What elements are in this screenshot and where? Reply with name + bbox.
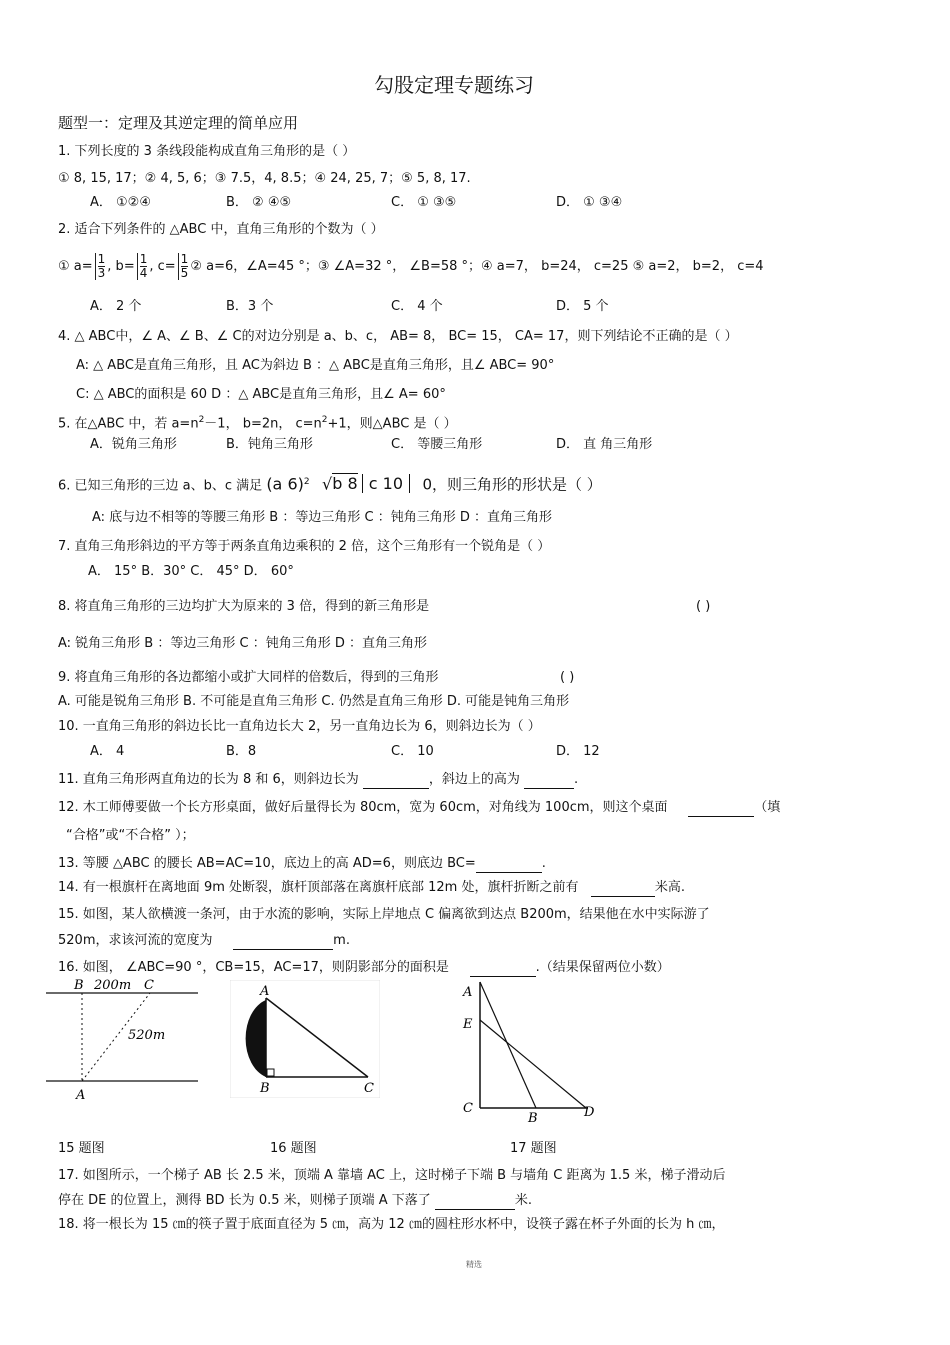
figure-15-river <box>46 977 198 1103</box>
q10-option-c: C． 10 <box>391 744 434 759</box>
q2-option-d: D． 5 个 <box>556 299 609 314</box>
fig15-label-200m: 200m <box>94 978 132 993</box>
q4-options-cd: C: △ ABC的面积是 60 D ：△ ABC是直角三角形，且∠ A= 60° <box>76 387 446 402</box>
q7-stem: 7. 直角三角形斜边的平方等于两条直角边乘积的 2 倍，这个三角形有一个锐角是（ ） <box>58 539 551 554</box>
q17-c: 米. <box>514 1193 533 1208</box>
q2-option-b: B．3 个 <box>226 299 274 314</box>
footer-text: 精选 <box>466 1260 482 1269</box>
q16 <box>58 959 670 977</box>
sqrt-icon: √ <box>322 474 333 494</box>
q8-answer-paren: ( ) <box>696 599 711 614</box>
q15-blank[interactable] <box>233 935 333 950</box>
fig17-label-b: B <box>528 1111 538 1122</box>
fraction-b-num: 1 <box>139 252 148 266</box>
fraction-b-den: 4 <box>139 266 148 280</box>
q14-b: 米高. <box>654 880 686 895</box>
q10-option-d: D． 12 <box>556 744 600 759</box>
q5-sup-b: 2 <box>321 415 328 425</box>
q10-stem: 10. 一直角三角形的斜边长比一直角边长大 2，另一直角边长为 6，则斜边长为（ ） <box>58 719 541 734</box>
q9-answer-paren: ( ) <box>560 670 575 685</box>
figure-17-ladder <box>460 978 600 1122</box>
q1-stem: 1. 下列长度的 3 条线段能构成直角三角形的是（ ） <box>58 144 356 159</box>
q5-stem <box>58 411 457 433</box>
q11-a: 11. 直角三角形两直角边的长为 8 和 6，则斜边长为 <box>58 772 359 787</box>
q17-blank[interactable] <box>435 1195 515 1210</box>
q2-cond1-a: ① a= <box>58 259 93 274</box>
q15-b: 520m，求该河流的宽度为 <box>58 933 213 948</box>
fig17-label-a: A <box>463 985 473 1000</box>
fig15-label-b: B <box>74 978 84 993</box>
fig15-caption: 15 题图 <box>58 1141 105 1156</box>
q5-stem-b: －1， b=2n， c=n <box>204 416 322 432</box>
fig16-label-b: B <box>260 1081 270 1096</box>
q16-b: .（结果保留两位小数） <box>535 960 670 975</box>
fig17-label-e: E <box>463 1017 473 1032</box>
q12-blank[interactable] <box>688 802 754 817</box>
q13-b: . <box>541 856 546 871</box>
fig15-label-c: C <box>144 978 154 993</box>
q13-a: 13. 等腰 △ABC 的腰长 AB=AC=10，底边上的高 AD=6，则底边 BC= <box>58 856 476 871</box>
fraction-a-den: 3 <box>97 266 106 280</box>
q5-stem-a: 5. 在△ABC 中，若 a=n <box>58 416 199 432</box>
q6-sup: 2 <box>303 477 310 487</box>
q17-line1: 17. 如图所示，一个梯子 AB 长 2.5 米，顶端 A 靠墙 AC 上，这时梯子下端 B 与墙角 C 距离为 1.5 米，梯子滑动后 <box>58 1168 726 1183</box>
q17-line2 <box>58 1192 532 1210</box>
q5-stem-c: +1，则△ABC 是（ ） <box>327 416 457 432</box>
fraction-a-num: 1 <box>97 252 106 266</box>
q2-stem: 2. 适合下列条件的 △ABC 中，直角三角形的个数为（ ） <box>58 222 384 237</box>
fraction-one-fourth <box>137 253 148 280</box>
q15-c: m. <box>333 933 350 948</box>
q6-zero: 0，则三角形的形状是（ ） <box>422 475 602 494</box>
q14 <box>58 879 685 897</box>
q5-sup-a: 2 <box>198 415 205 425</box>
q8-stem: 8. 将直角三角形的三边均扩大为原来的 3 倍，得到的新三角形是 <box>58 599 430 614</box>
q5-option-c: C． 等腰三角形 <box>391 437 483 452</box>
q13 <box>58 855 546 873</box>
q4-stem: 4. △ ABC中，∠ A、∠ B、∠ C的对边分别是 a、b、c， AB= 8， BC= 15， CA= 17，则下列结论不正确的是（ ） <box>58 329 738 344</box>
q6-abs: c 10 <box>362 474 410 493</box>
q16-blank[interactable] <box>470 962 536 977</box>
q1-option-b: B． ② ④⑤ <box>226 195 292 210</box>
q2-conditions <box>58 250 764 284</box>
q11 <box>58 771 578 789</box>
q9-stem: 9. 将直角三角形的各边都缩小或扩大同样的倍数后，得到的三角形 <box>58 670 439 685</box>
q16-a: 16. 如图， ∠ABC=90 °，CB=15，AC=17，则阴影部分的面积是 <box>58 960 449 975</box>
q12-b: （填 <box>754 800 781 815</box>
q14-a: 14. 有一根旗杆在离地面 9m 处断裂，旗杆顶部落在离旗杆底部 12m 处，旗杆折断之前有 <box>58 880 579 895</box>
q10-option-a: A． 4 <box>90 744 125 759</box>
q13-blank[interactable] <box>476 858 542 873</box>
fig17-label-d: D <box>584 1105 595 1120</box>
figure-16-triangle <box>230 980 380 1098</box>
fraction-one-third <box>95 253 106 280</box>
q12-line2: “合格”或“不合格” ）； <box>66 828 195 843</box>
q4-options-ab: A: △ ABC是直角三角形，且 AC为斜边 B ：△ ABC是直角三角形，且∠ ABC= 90° <box>76 358 555 373</box>
fig16-caption: 16 题图 <box>270 1141 317 1156</box>
q11-c: . <box>574 772 579 787</box>
fraction-c-num: 1 <box>180 252 189 266</box>
q9-options: A. 可能是锐角三角形 B. 不可能是直角三角形 C. 仍然是直角三角形 D. 可能是钝角三角形 <box>58 694 570 709</box>
q15-line1: 15. 如图，某人欲横渡一条河，由于水流的影响，实际上岸地点 C 偏离欲到达点 B200m，结果他在水中实际游了 <box>58 907 710 922</box>
fig16-label-c: C <box>364 1081 374 1096</box>
q6-options: A: 底与边不相等的等腰三角形 B ：等边三角形 C ：钝角三角形 D ：直角三角形 <box>92 510 552 525</box>
q2-cond1-b: , b= <box>107 259 135 274</box>
q2-cond1-c: , c= <box>149 259 176 274</box>
q2-option-c: C． 4 个 <box>391 299 443 314</box>
fraction-one-fifth <box>178 253 189 280</box>
q10-option-b: B．8 <box>226 744 257 759</box>
fig15-label-520m: 520m <box>128 1028 166 1043</box>
q5-option-a: A．锐角三角形 <box>90 437 177 452</box>
q7-options: A． 15° B．30° C． 45° D． 60° <box>88 564 294 579</box>
fig17-label-c: C <box>463 1101 473 1116</box>
q14-blank[interactable] <box>591 882 655 897</box>
q6-stem-a: 6. 已知三角形的三边 a、b、c 满足 <box>58 478 263 494</box>
q6-stem <box>58 473 602 495</box>
q15-line2 <box>58 932 350 950</box>
fraction-c-den: 5 <box>180 266 189 280</box>
q8-options: A: 锐角三角形 B ：等边三角形 C ：钝角三角形 D ：直角三角形 <box>58 636 427 651</box>
q11-blank-hypotenuse[interactable] <box>363 774 429 789</box>
q1-option-a: A． ①②④ <box>90 195 151 210</box>
page-title: 勾股定理专题练习 <box>374 73 534 97</box>
q11-blank-height[interactable] <box>524 774 574 789</box>
q2-option-a: A． 2 个 <box>90 299 142 314</box>
q12-line1 <box>58 799 780 817</box>
fig17-caption: 17 题图 <box>510 1141 557 1156</box>
q6-sqrt: b 8 <box>332 474 358 494</box>
section-heading: 题型一：定理及其逆定理的简单应用 <box>58 114 299 132</box>
q17-b: 停在 DE 的位置上，测得 BD 长为 0.5 米，则梯子顶端 A 下落了 <box>58 1193 431 1208</box>
q5-option-b: B．钝角三角形 <box>226 437 313 452</box>
q2-cond-rest: ② a=6，∠A=45 °；③ ∠A=32 °， ∠B=58 °；④ a=7， b=24， c=25 ⑤ a=2， b=2， c=4 <box>190 259 764 274</box>
q1-option-d: D． ① ③④ <box>556 195 623 210</box>
fig16-label-a: A <box>260 984 270 999</box>
q1-option-c: C． ① ③⑤ <box>391 195 457 210</box>
q5-option-d: D． 直 角三角形 <box>556 437 653 452</box>
q11-b: ，斜边上的高为 <box>428 772 520 787</box>
q1-sets: ① 8, 15, 17；② 4, 5, 6；③ 7.5，4, 8.5；④ 24, 25, 7；⑤ 5, 8, 17. <box>58 171 471 186</box>
q12-a: 12. 木工师傅要做一个长方形桌面，做好后量得长为 80cm，宽为 60cm，对角线为 100cm，则这个桌面 <box>58 800 668 815</box>
q18: 18. 将一根长为 15 ㎝的筷子置于底面直径为 5 ㎝，高为 12 ㎝的圆柱形水杯中，设筷子露在杯子外面的长为 h ㎝， <box>58 1217 725 1232</box>
q6-expr: (a 6) <box>266 474 304 494</box>
fig15-label-a: A <box>76 1088 86 1103</box>
